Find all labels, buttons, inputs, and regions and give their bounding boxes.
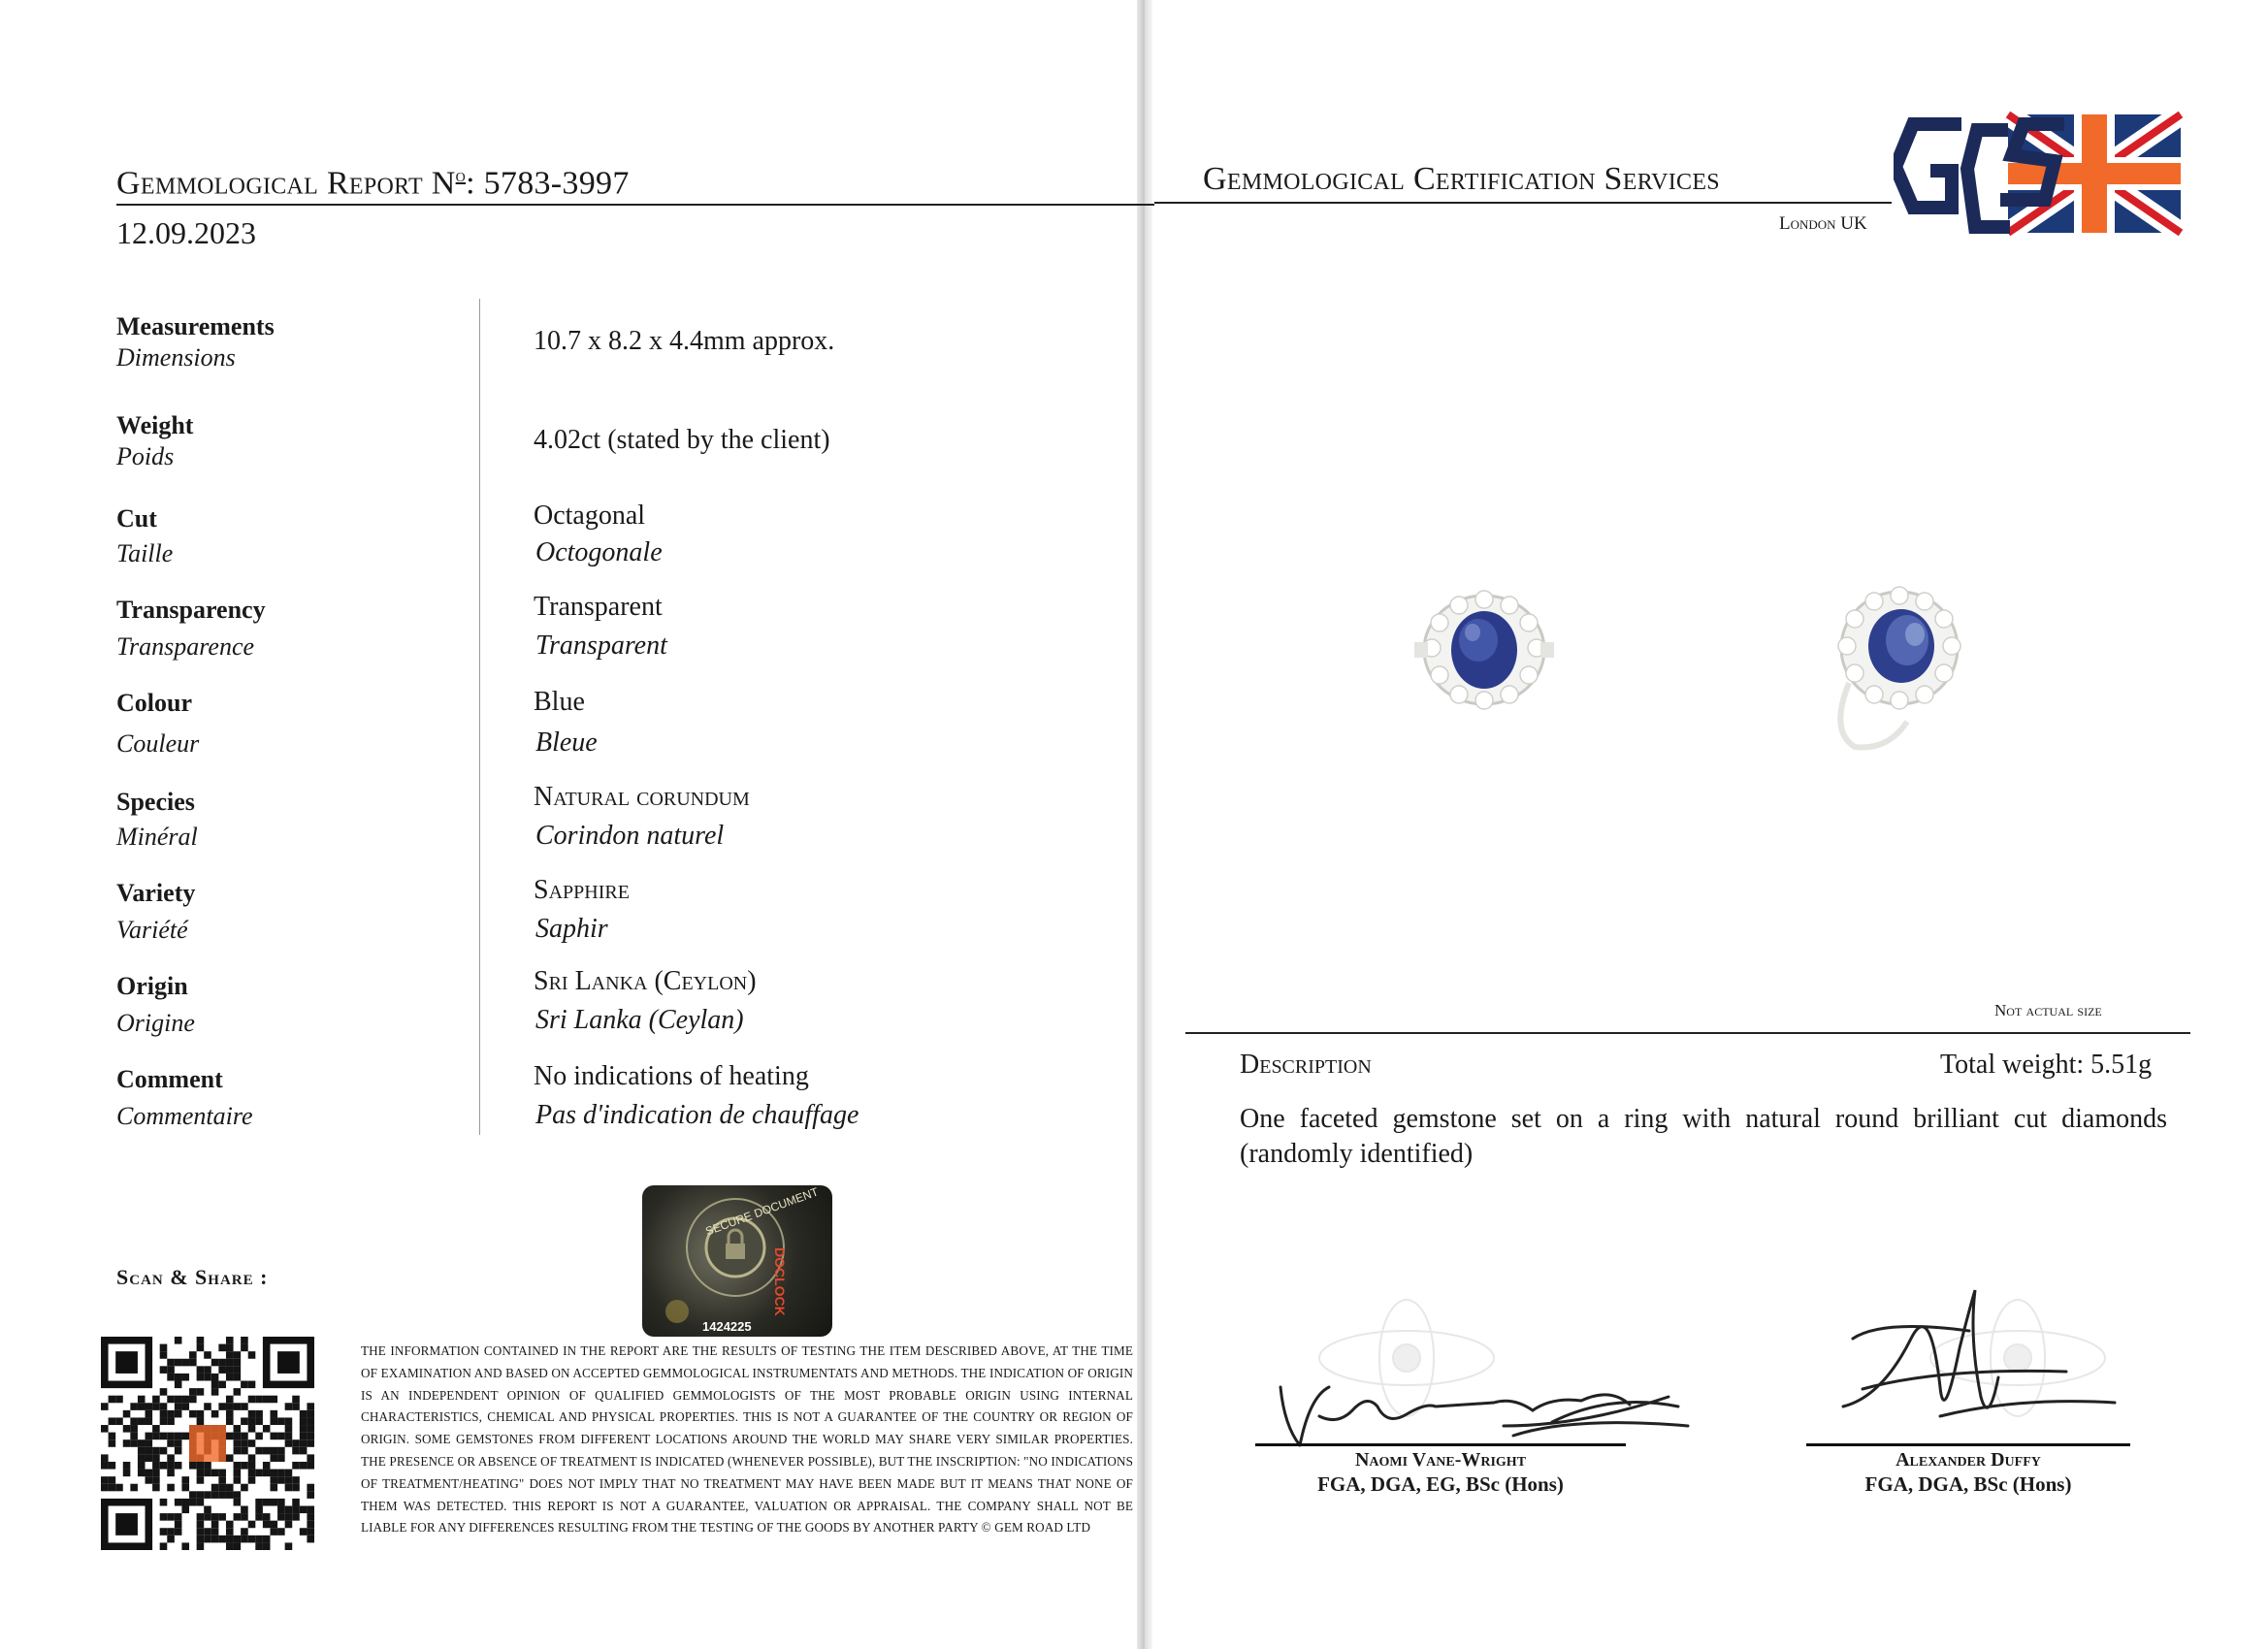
field-value: 10.7 x 8.2 x 4.4mm approx. (534, 326, 835, 356)
ring-photo-angle (1820, 586, 1965, 751)
signature-naomi (1261, 1280, 1727, 1455)
logo-letter-c (1967, 130, 2010, 227)
field-label: Weight (116, 411, 194, 439)
report-title: Gemmological Report $N^o$: 5783-3997 (116, 165, 630, 202)
field-label-fr: Minéral (116, 823, 198, 851)
field-value-fr: Transparent (535, 630, 667, 661)
hologram-serial: 1424225 (702, 1319, 752, 1334)
description-text: One faceted gemstone set on a ring with natural round brilliant cut diamonds (randomly identified) (1240, 1104, 2167, 1169)
page-fold (1137, 0, 1152, 1649)
signature-line-2 (1806, 1443, 2130, 1446)
field-value-fr: Pas d'indication de chauffage (535, 1100, 859, 1130)
field-value: Sri Lanka (Ceylon) (534, 966, 757, 996)
field-label: Transparency (116, 596, 266, 624)
gcs-logo (1894, 111, 2185, 237)
field-label-fr: Poids (116, 442, 175, 470)
field-label-fr: Couleur (116, 729, 200, 758)
field-value: Octagonal (534, 501, 646, 531)
field-value-fr: Saphir (535, 914, 608, 944)
signatory-name-2: Alexander Duffy (1895, 1449, 2041, 1471)
header-rule-right (1154, 202, 1892, 204)
field-label: Measurements (116, 312, 275, 340)
field-value: No indications of heating (534, 1061, 809, 1091)
description-heading: Description (1240, 1050, 1372, 1080)
field-label-fr: Commentaire (116, 1102, 253, 1130)
signature-alexander (1824, 1280, 2192, 1455)
field-value: Blue (534, 687, 585, 717)
signatory-name-1: Naomi Vane-Wright (1354, 1449, 1527, 1471)
company-name: Gemmological Certification Services (1203, 161, 1720, 197)
logo-letter-g (1895, 124, 1961, 208)
field-value: Transparent (534, 592, 663, 622)
field-label: Origin (116, 972, 188, 1000)
not-actual-size-note: Not actual size (1994, 1001, 2102, 1019)
qr-code[interactable] (101, 1337, 314, 1550)
field-value-fr: Corindon naturel (535, 821, 725, 851)
field-label: Comment (116, 1065, 223, 1093)
field-label-fr: Variété (116, 916, 188, 944)
field-value: Sapphire (534, 875, 630, 905)
hologram-brand: DOCLOCK (772, 1247, 788, 1316)
field-label: Colour (116, 689, 192, 717)
hologram-text: SECURE DOCUMENT (703, 1184, 821, 1239)
field-label: Cut (116, 504, 157, 533)
signatory-credentials-1: FGA, DGA, EG, BSc (Hons) (1317, 1472, 1564, 1496)
field-label-fr: Transparence (116, 632, 255, 661)
header-rule-left (116, 204, 1154, 206)
ring-photo-front (1412, 588, 1558, 714)
field-value: 4.02ct (stated by the client) (534, 425, 830, 455)
doclock-hologram (642, 1185, 832, 1337)
field-value-fr: Bleue (535, 728, 598, 758)
field-label-fr: Dimensions (116, 343, 236, 372)
total-weight: Total weight: 5.51g (1940, 1050, 2153, 1080)
field-value: Natural corundum (534, 782, 750, 812)
report-date: 12.09.2023 (116, 215, 256, 250)
field-value-fr: Octogonale (535, 537, 663, 567)
field-label: Variety (116, 879, 196, 907)
field-label-fr: Origine (116, 1009, 195, 1037)
disclaimer-text: THE INFORMATION CONTAINED IN THE REPORT ARE THE RESULTS OF TESTING THE ITEM DESCRIBED ABOVE, AT THE TIME OF EXAMINATION AND BASED ON ACCEPTED GEMMOLOGICAL INSTRUMENTATS AND METHODS. THE INDICATION OF ORIGIN IS AN INDEPENDENT OPINION OF QUALIFIED GEMMOLOGISTS OF THE MOST PROBABLE ORIGIN USING INTERNAL CHARACTERISTICS, CHEMICAL AND PHYSICAL PROPERTIES. THIS IS NOT A GUARANTEE OF THE COUNTRY OR REGION OF ORIGIN. SOME GEMSTONES FROM DIFFERENT LOCATIONS AROUND THE WORLD MAY SHARE VERY SIMILAR PROPERTIES. THE PRESENCE OR ABSENCE OF TREATMENT IS INDICATED (WHENEVER POSSIBLE), BUT THE INSCRIPTION: "NO INDICATIONS OF TREATMENT/HEATING" DOES NOT IMPLY THAT NO TREATMENT MAY HAVE BEEN MADE BUT IT MEANS THAT NONE OF THEM WAS DETECTED. THIS REPORT IS NOT A GUARANTEE, VALUATION OR APPRAISAL. THE COMPANY SHALL NOT BE LIABLE FOR ANY DIFFERENCES RESULTING FROM THE TESTING OF THE GOODS BY ANOTHER PARTY © GEM ROAD LTD (361, 1343, 1133, 1536)
scan-share-label: Scan & Share : (116, 1265, 269, 1289)
company-city: London UK (1779, 213, 1867, 234)
signatory-credentials-2: FGA, DGA, BSc (Hons) (1864, 1472, 2072, 1496)
faint-atom-emblem (1319, 1300, 1494, 1416)
field-label: Species (116, 788, 195, 816)
field-value-fr: Sri Lanka (Ceylan) (535, 1005, 744, 1035)
description-rule (1185, 1032, 2190, 1034)
field-label-fr: Taille (116, 539, 174, 567)
table-divider (479, 299, 480, 1135)
union-jack-flag (2008, 114, 2181, 233)
signature-line-1 (1255, 1443, 1626, 1446)
